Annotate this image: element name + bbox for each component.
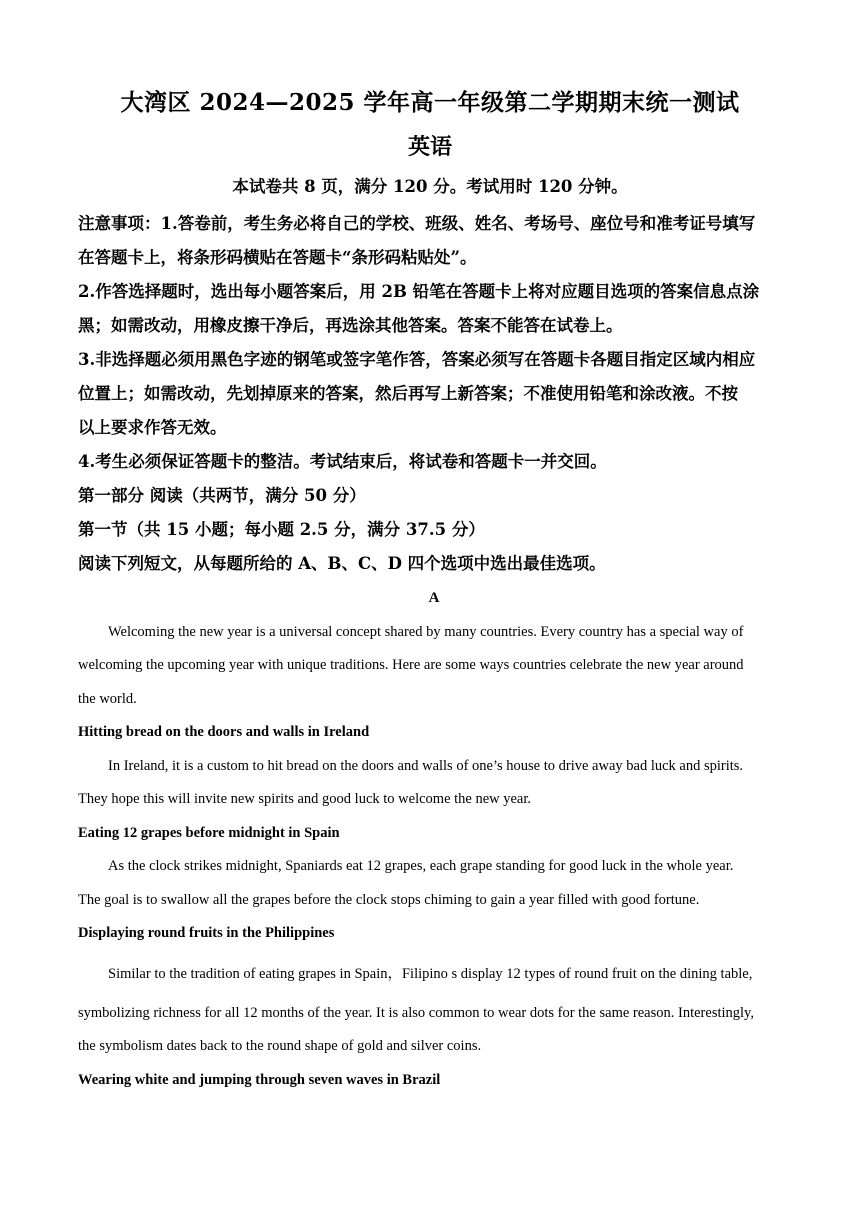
passage-line: welcoming the upcoming year with unique traditions. Here are some ways countries celebrate the new year around bbox=[78, 657, 744, 673]
passage-line: The goal is to swallow all the grapes before the clock stops chiming to gain a year filled with good fortune. bbox=[78, 891, 700, 908]
section-heading: 第一部分 阅读（共两节，满分 50 分） bbox=[78, 486, 366, 505]
passage-line: the world. bbox=[78, 690, 137, 707]
instructions: 阅读下列短文，从每题所给的 A、B、C、D 四个选项中选出最佳选项。 bbox=[78, 554, 606, 573]
passage-line: As the clock strikes midnight, Spaniards eat 12 grapes, each grape standing for good luck in the whole year. bbox=[108, 858, 734, 874]
passage-letter: A bbox=[428, 590, 440, 606]
passage-line: In Ireland, it is a custom to hit bread on the doors and walls of one’s house to drive away bad luck and spirits. bbox=[108, 757, 744, 774]
notice-line: 3.非选择题必须用黑色字迹的钢笔或签字笔作答，答案必须写在答题卡各题目指定区域内相应 bbox=[78, 350, 756, 369]
passage-subheading: Wearing white and jumping through seven waves in Brazil bbox=[78, 1071, 441, 1088]
exam-info: 本试卷共 8 页，满分 120 分。考试用时 120 分钟。 bbox=[232, 177, 628, 196]
notice-line: 在答题卡上，将条形码横贴在答题卡“条形码粘贴处”。 bbox=[78, 248, 477, 267]
subsection-heading: 第一节（共 15 小题；每小题 2.5 分，满分 37.5 分） bbox=[78, 520, 485, 539]
notice-line: 注意事项：1.答卷前，考生务必将自己的学校、班级、姓名、考场号、座位号和准考证号填写 bbox=[78, 214, 756, 233]
notice-line: 位置上；如需改动，先划掉原来的答案，然后再写上新答案；不准使用铅笔和涂改液。不按 bbox=[78, 384, 738, 403]
passage-line: Similar to the tradition of eating grapes in Spain，Filipino s display 12 types of round fruit on the dining table, bbox=[108, 965, 753, 982]
notice-line: 4.考生必须保证答题卡的整洁。考试结束后，将试卷和答题卡一并交回。 bbox=[78, 452, 607, 471]
notice-line: 2.作答选择题时，选出每小题答案后，用 2B 铅笔在答题卡上将对应题目选项的答案信息点涂 bbox=[78, 282, 760, 301]
passage-line: symbolizing richness for all 12 months of the year. It is also common to wear dots for the same reason. Interestingly, bbox=[78, 1004, 754, 1021]
subject-title: 英语 bbox=[407, 134, 452, 160]
passage-line: They hope this will invite new spirits and good luck to welcome the new year. bbox=[78, 791, 532, 807]
passage-subheading: Hitting bread on the doors and walls in Ireland bbox=[78, 724, 370, 740]
passage-subheading: Displaying round fruits in the Philippines bbox=[78, 925, 335, 941]
notice-line: 以上要求作答无效。 bbox=[78, 418, 227, 437]
exam-title: 大湾区 2024—2025 学年高一年级第二学期期末统一测试 bbox=[120, 89, 740, 116]
passage-line: Welcoming the new year is a universal concept shared by many countries. Every country has a special way of bbox=[108, 623, 744, 640]
passage-line: the symbolism dates back to the round shape of gold and silver coins. bbox=[78, 1038, 482, 1054]
passage-subheading: Eating 12 grapes before midnight in Spain bbox=[78, 824, 340, 841]
passage-a bbox=[78, 582, 790, 1097]
notice-line: 黑；如需改动，用橡皮擦干净后，再选涂其他答案。答案不能答在试卷上。 bbox=[78, 316, 623, 335]
notice-block bbox=[78, 207, 786, 581]
